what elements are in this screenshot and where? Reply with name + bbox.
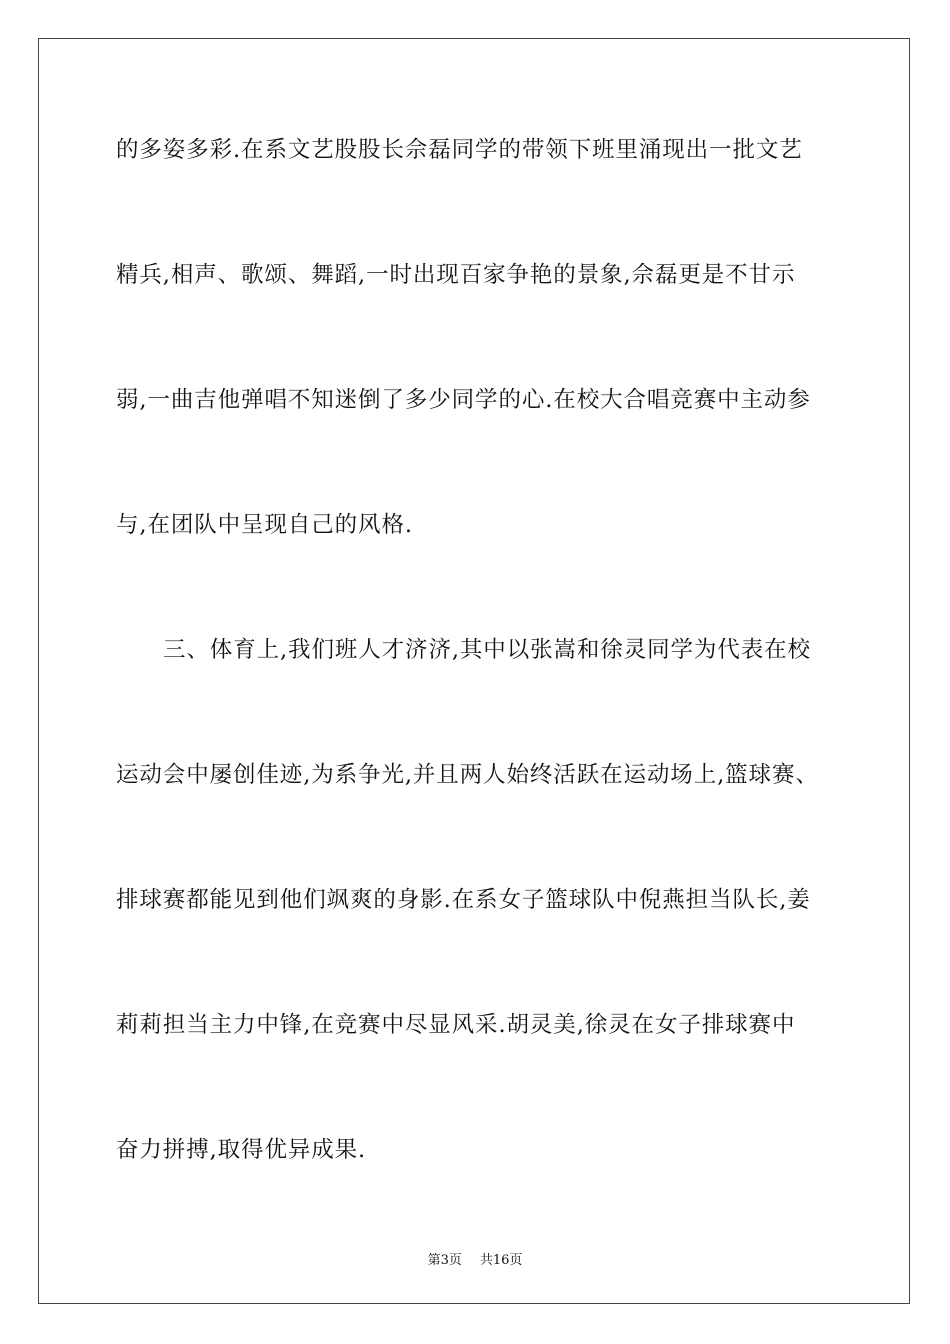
body-text-line: 莉莉担当主力中锋,在竞赛中尽显风采.胡灵美,徐灵在女子排球赛中 [116,1012,796,1038]
body-text-line: 弱,一曲吉他弹唱不知迷倒了多少同学的心.在校大合唱竞赛中主动参 [116,387,811,413]
body-text-line: 的多姿多彩.在系文艺股股长佘磊同学的带领下班里涌现出一批文艺 [116,137,803,163]
body-text-line: 精兵,相声、歌颂、舞蹈,一时出现百家争艳的景象,佘磊更是不甘示 [116,262,796,288]
body-text-line: 与,在团队中呈现自己的风格. [116,512,413,538]
body-text-line: 排球赛都能见到他们飒爽的身影.在系女子篮球队中倪燕担当队长,姜 [116,887,811,913]
page-frame [38,38,910,1304]
page-number: 第3页 [427,1253,462,1268]
page-footer [0,1249,950,1268]
body-text-line: 运动会中屡创佳迹,为系争光,并且两人始终活跃在运动场上,篮球赛、 [116,762,819,788]
page-total: 共16页 [479,1253,523,1268]
section-heading-line: 三、体育上,我们班人才济济,其中以张嵩和徐灵同学为代表在校 [163,637,811,663]
body-text-line: 奋力拼搏,取得优异成果. [116,1137,367,1163]
